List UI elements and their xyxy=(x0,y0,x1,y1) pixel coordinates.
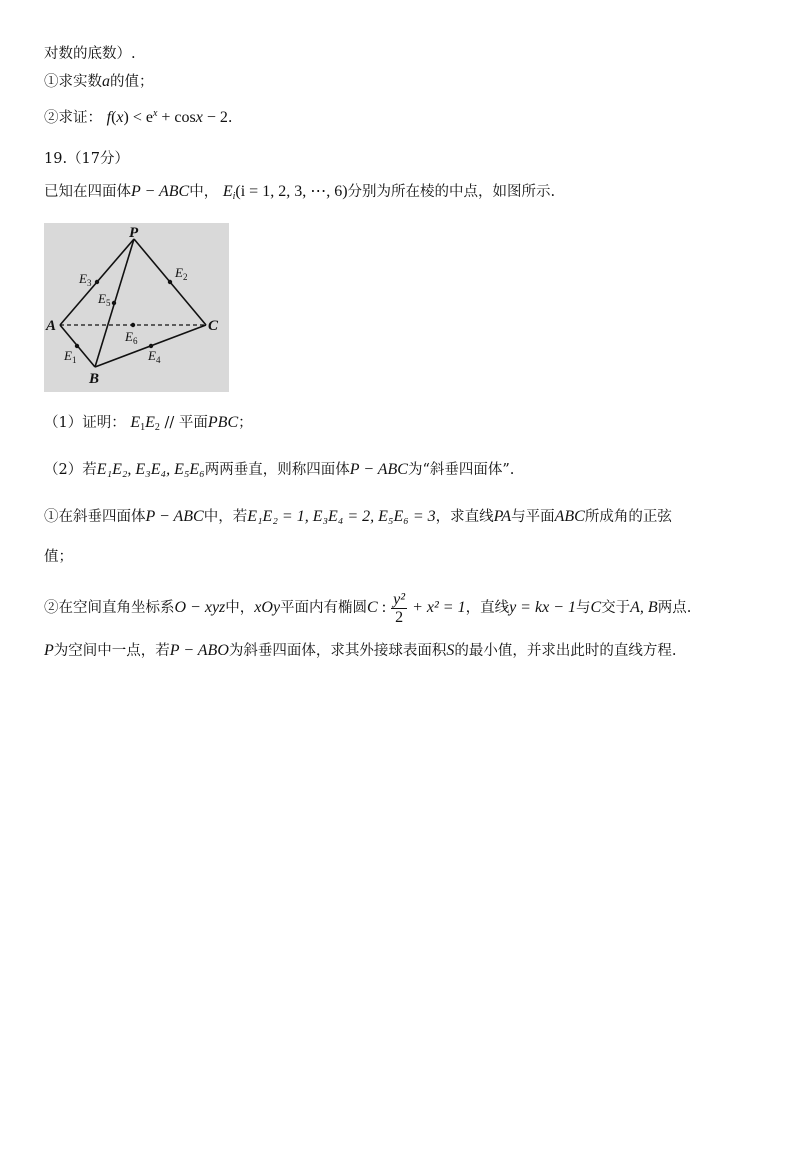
sub-question-2 xyxy=(44,591,691,626)
prev-item-2 xyxy=(44,108,233,128)
part-1 xyxy=(44,413,253,433)
question-number: 19.（17分） xyxy=(44,151,130,167)
plane-xoy: xOy xyxy=(254,599,281,617)
sub-text: 中， xyxy=(225,600,255,617)
tetrahedron-diagram xyxy=(44,223,229,392)
e-i-symbol xyxy=(223,183,348,200)
part-text: 两两垂直，则称四面体 xyxy=(204,462,350,478)
area-s: S xyxy=(446,642,455,659)
e-letter: E xyxy=(145,414,155,431)
label-p: P xyxy=(129,225,139,241)
midpoint-e5 xyxy=(112,301,116,305)
ellipse-c: C xyxy=(367,599,378,617)
line-pa: PA xyxy=(493,508,512,525)
tetra-pabo: P − ABO xyxy=(169,642,229,659)
sub-question-1-cont xyxy=(44,547,73,567)
prev-question-line xyxy=(44,44,136,64)
plane-pbc: PBC xyxy=(207,414,239,431)
exp-x: x xyxy=(152,108,158,119)
segment-lengths: E₁E₂ = 1, E₃E₄ = 2, E₅E₆ = 3 xyxy=(247,508,436,525)
lt-e: < e xyxy=(128,109,153,126)
segment-e1e2: $E_1E_2$ xyxy=(130,414,160,433)
ellipse-c: C xyxy=(590,599,602,617)
prev-line-text: 对数的底数）. xyxy=(44,46,136,62)
sub-question-2-cont xyxy=(44,641,676,661)
stem-text: 中， xyxy=(189,184,219,200)
coord-system: O − xyz xyxy=(174,599,226,617)
label-e1-sub: 1 xyxy=(71,355,77,365)
sub-text: 两点. xyxy=(657,600,692,617)
part-text: 为“斜垂四面体”. xyxy=(407,462,515,478)
label-e3-letter: E xyxy=(79,271,87,286)
label-e6-sub: 6 xyxy=(132,336,138,346)
part-label: （2）若 xyxy=(44,462,97,478)
fraction-numerator: y² xyxy=(393,591,406,608)
tetra-pabc: P − ABC xyxy=(349,461,408,478)
index-range: (i = 1, 2, 3, ⋯, 6) xyxy=(235,183,348,200)
point-p: P xyxy=(44,642,54,659)
ellipse-equation xyxy=(367,591,466,626)
tetrahedron-figure xyxy=(44,223,229,392)
sub-text: ②在空间直角坐标系 xyxy=(44,600,175,617)
sub-text: ，求直线 xyxy=(435,509,494,525)
sub-text: 中，若 xyxy=(203,509,248,525)
label-e4-sub: 4 xyxy=(155,355,161,365)
parallel-symbol: // xyxy=(159,415,179,431)
sub-text: 与 xyxy=(575,600,591,617)
colon: : xyxy=(377,599,391,617)
sub-text: 值； xyxy=(44,549,73,565)
e-letter: E xyxy=(222,183,233,200)
var-x: x xyxy=(116,109,124,126)
sub-text: 的最小值，并求出此时的直线方程. xyxy=(454,643,677,659)
midpoint-e6 xyxy=(131,323,135,327)
tetra-pabc: P − ABC xyxy=(131,183,190,200)
sub-question-1 xyxy=(44,507,672,527)
plus-cos: + cos xyxy=(157,109,196,126)
prev-item-1 xyxy=(44,72,154,92)
var-x: x xyxy=(195,109,203,126)
label-e2-letter: E xyxy=(175,265,183,280)
label-e3-sub: 3 xyxy=(86,278,92,288)
label-c: C xyxy=(208,318,219,334)
segment-pairs: E₁E₂, E₃E₄, E₅E₆ xyxy=(96,461,205,478)
question-header xyxy=(44,149,129,169)
part-text: ； xyxy=(238,415,253,431)
stem-text: 分别为所在棱的中点，如图所示. xyxy=(347,184,556,200)
part-label: （1）证明： xyxy=(44,415,126,431)
label-a: A xyxy=(46,318,57,334)
plane-abc: ABC xyxy=(554,508,585,525)
item-text: 的值； xyxy=(110,74,154,90)
label-e2-sub: 2 xyxy=(182,272,188,282)
sub-text: ①在斜垂四面体 xyxy=(44,509,146,525)
points-ab: A, B xyxy=(630,599,658,617)
sub-text: 为空间中一点，若 xyxy=(53,643,170,659)
item-text: ①求实数 xyxy=(44,74,102,90)
fraction xyxy=(391,591,407,626)
figure-background xyxy=(44,223,229,392)
var-a: a xyxy=(102,73,110,90)
ellipse-rest: + x² = 1 xyxy=(408,599,466,617)
label-e6-letter: E xyxy=(125,329,133,344)
label-e5-sub: 5 xyxy=(105,298,111,308)
part-text: 平面 xyxy=(178,415,208,431)
line-equation: y = kx − 1 xyxy=(509,599,576,617)
stem-text: 已知在四面体 xyxy=(44,184,131,200)
inequality-expression: $f(x) < e^x + \cos x - 2$ xyxy=(106,108,228,126)
sub-text: 平面内有椭圆 xyxy=(280,600,368,617)
label-b: B xyxy=(89,371,100,387)
func-f: f xyxy=(106,109,112,126)
sub-i: i xyxy=(232,191,236,202)
midpoint-e2 xyxy=(168,280,172,284)
sub-text: 为斜垂四面体，求其外接球表面积 xyxy=(228,643,447,659)
label-e4-letter: E xyxy=(148,348,156,363)
question-stem xyxy=(44,182,555,202)
period: . xyxy=(227,110,233,126)
sub-text: 所成角的正弦 xyxy=(584,509,672,525)
label-e1-letter: E xyxy=(64,348,72,363)
label-e5-letter: E xyxy=(98,291,106,306)
part-2 xyxy=(44,460,514,480)
tetra-pabc: P − ABC xyxy=(145,508,204,525)
e-letter: E xyxy=(130,414,141,431)
sub-text: 交于 xyxy=(601,600,631,617)
sub-text: 与平面 xyxy=(511,509,555,525)
fraction-denominator: 2 xyxy=(395,609,404,626)
minus-2: − 2 xyxy=(202,109,228,126)
midpoint-e1 xyxy=(75,344,79,348)
item-text: ②求证： xyxy=(44,110,102,126)
sub-text: ，直线 xyxy=(465,600,510,617)
midpoint-e3 xyxy=(95,280,99,284)
